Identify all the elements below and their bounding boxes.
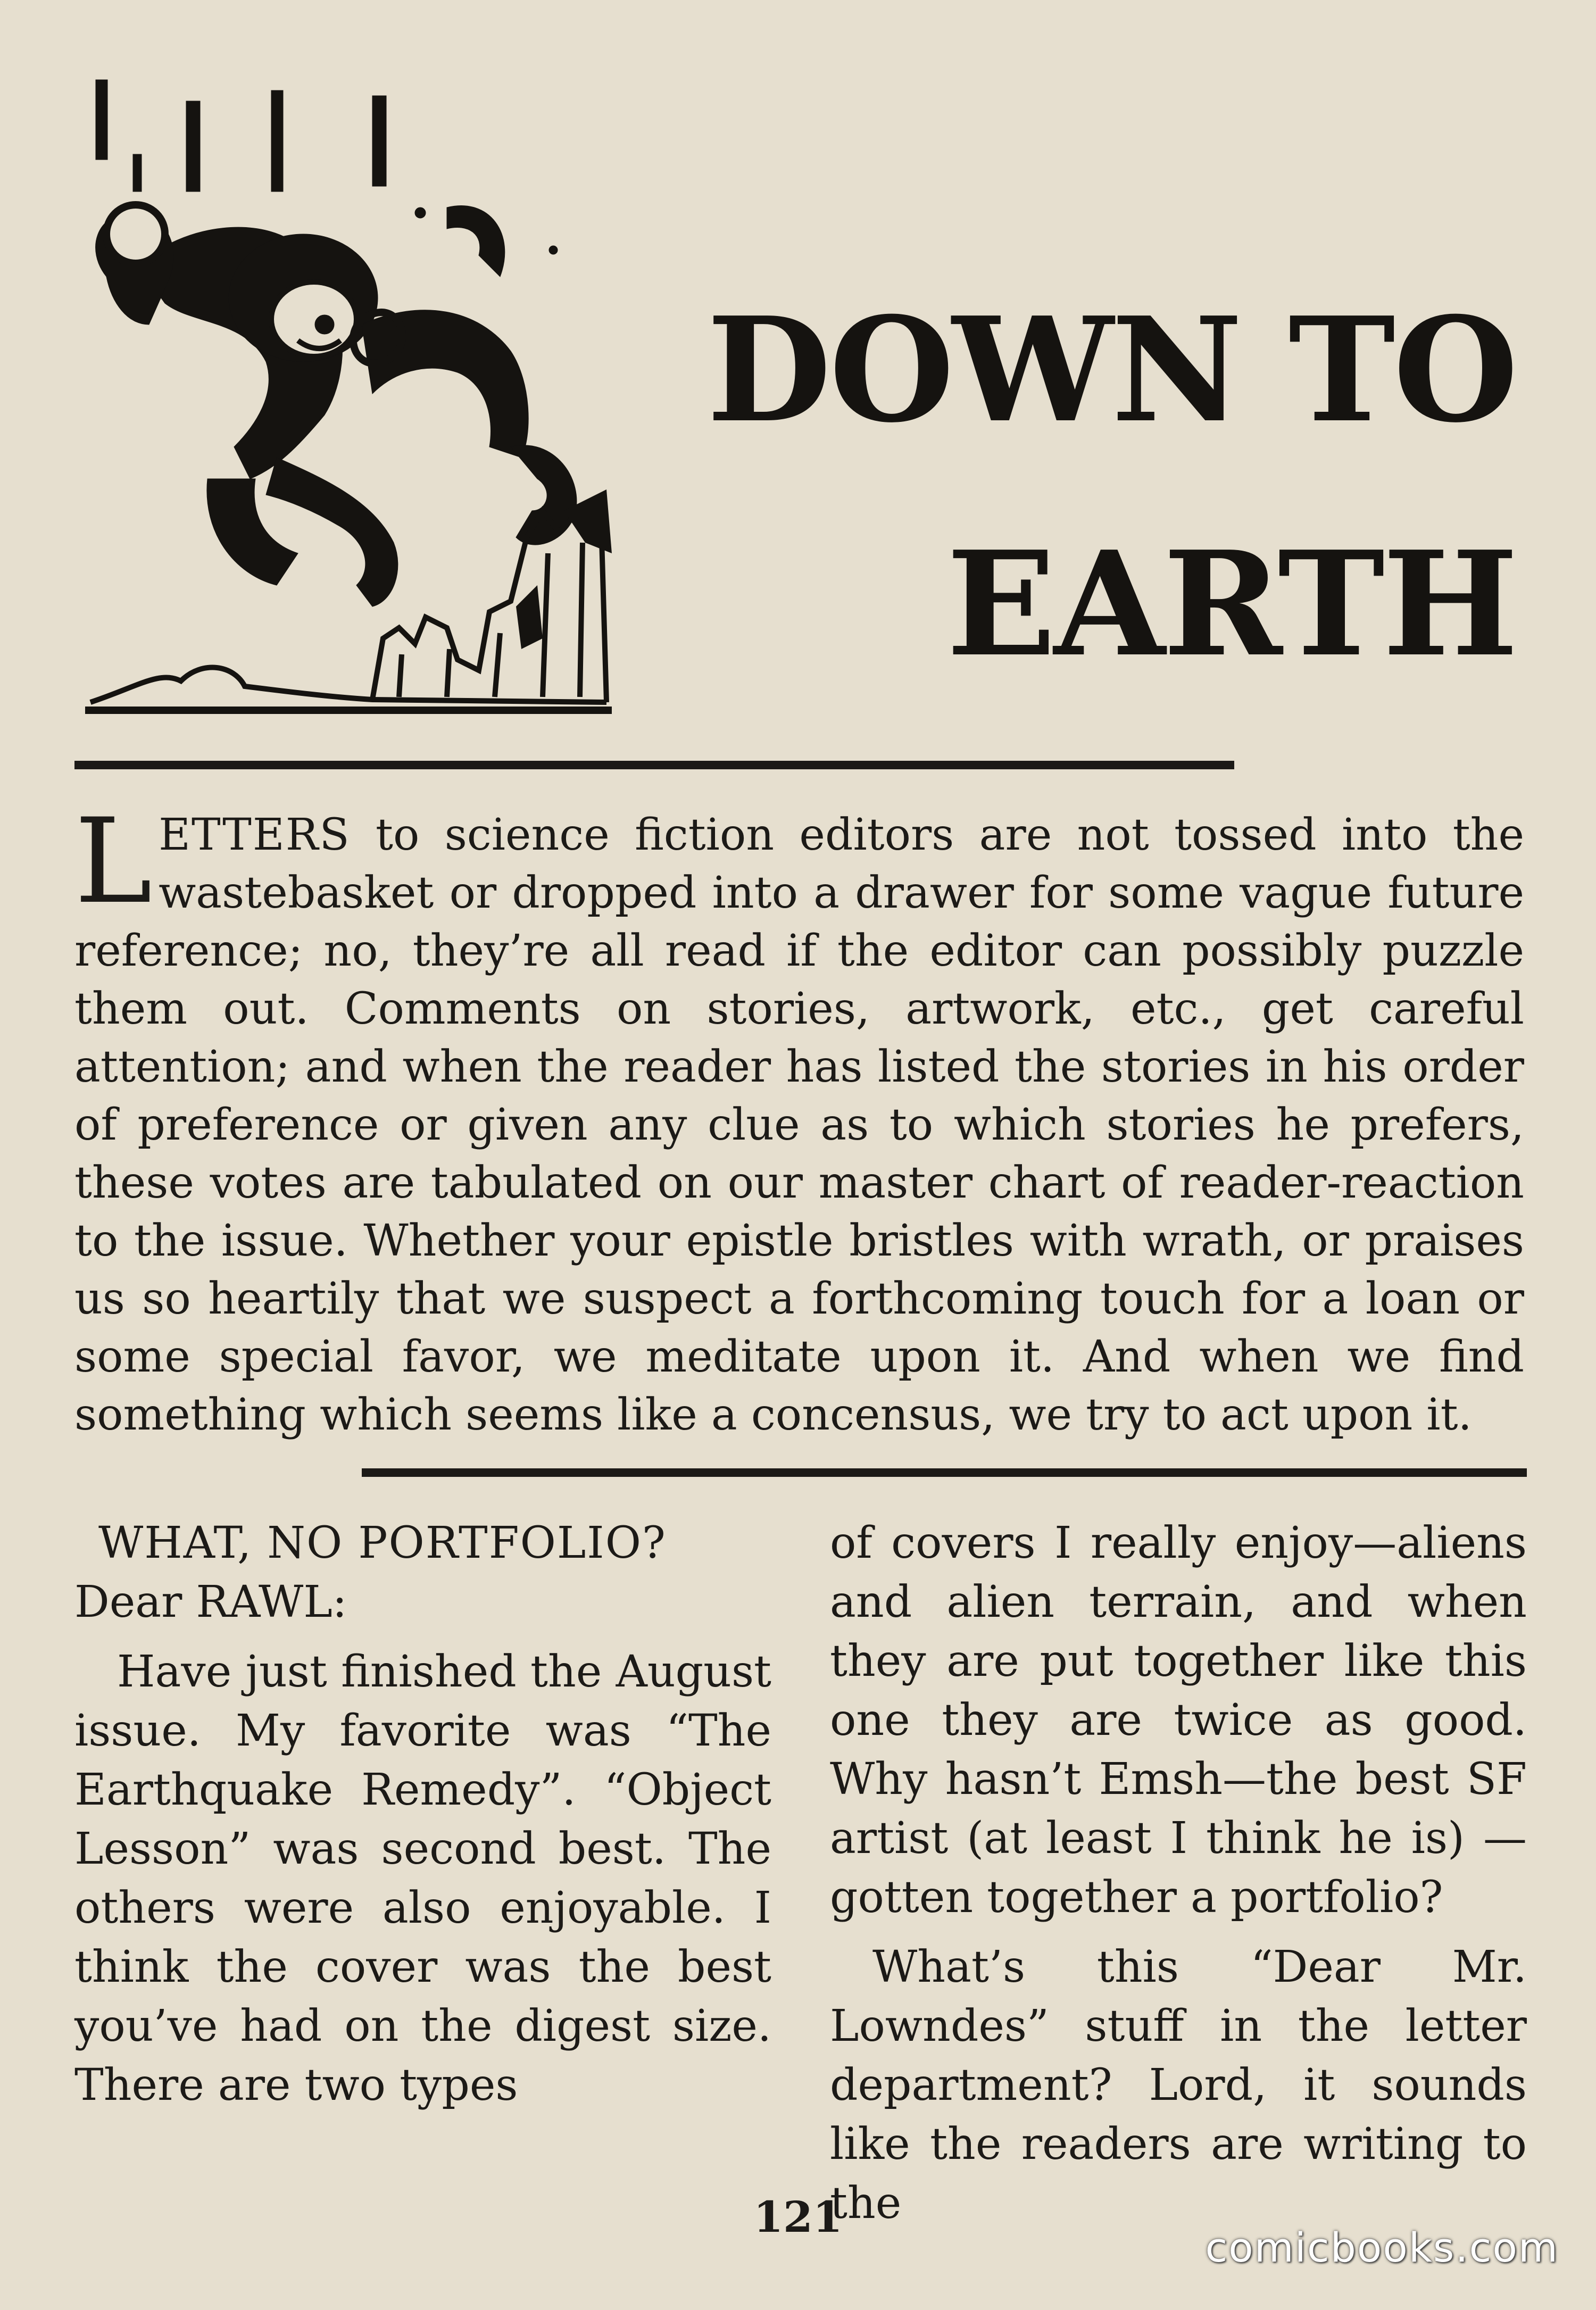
letter-salutation: Dear RAWL: [74, 1577, 347, 1627]
page-title-line-1: DOWN TO [706, 285, 1516, 454]
letter-heading: WHAT, NO PORTFOLIO? [98, 1518, 667, 1568]
letter-paragraph-right-1: of covers I really enjoy—aliens and alien terrain, and when they are put together like this one they are twice as good. Why hasn’t Emsh—the best SF artist (at least I think he is) —gotten together a portfolio? [830, 1518, 1527, 1923]
astronaut-cartoon-icon [74, 74, 617, 729]
page-number: 121 [753, 2192, 843, 2242]
divider-rule-top [74, 761, 1234, 769]
intro-lead-word: ETTERS [159, 810, 351, 860]
letter-column-left [74, 1514, 771, 2115]
letter-paragraph-right-2: What’s this “Dear Mr. Lowndes” stuff in the letter department? Lord, it sounds like the readers are writing to the [830, 1942, 1527, 2229]
watermark: comicbooks.com [1205, 2224, 1559, 2271]
page-title-line-2: EARTH [946, 519, 1516, 688]
intro-text: to science fiction editors are not tossed into the wastebasket or dropped into a drawer for some vague future reference; no, they’re all read if the editor can possibly puzzle them out. Comments on stories, artwork, etc., get careful attention; and when the reader has listed the stories in his order of preference or given any clue as to which stories he prefers, these votes are tabulated on our master chart of reader-reaction to the issue. Whether your epistle bristles with wrath, or praises us so heartily that we suspect a forthcoming touch for a loan or some special favor, we meditate upon it. And when we find something which seems like a concensus, we try to act upon it. [74, 810, 1524, 1440]
intro-paragraph [74, 793, 1524, 1444]
divider-rule-middle [362, 1468, 1527, 1477]
drop-cap: L [74, 793, 153, 929]
letter-column-right [830, 1514, 1527, 2233]
letter-paragraph-left: Have just finished the August issue. My favorite was “The Earthquake Remedy”. “Object Lesson” was second best. The others were also enjoyable. I think the cover was the best you’ve had on the digest size. There are two types [74, 1647, 771, 2110]
